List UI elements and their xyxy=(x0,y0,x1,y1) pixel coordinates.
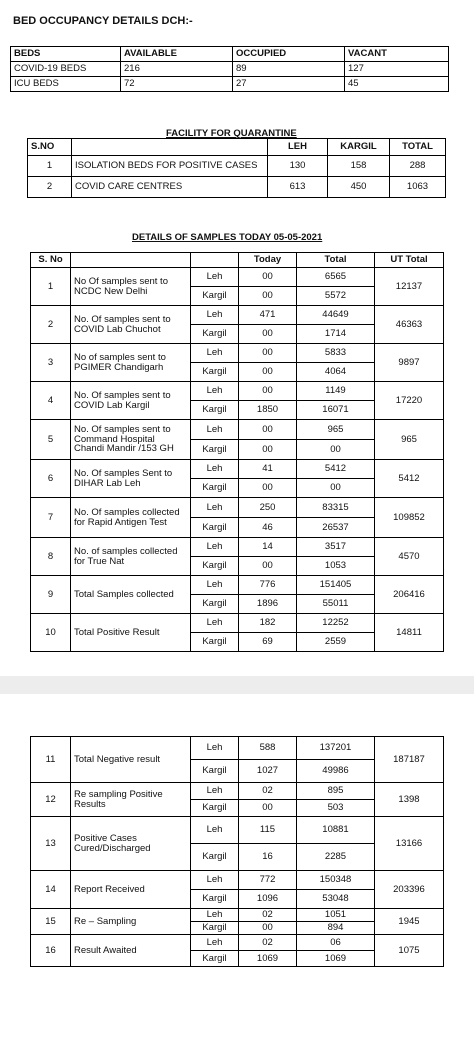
header-blank xyxy=(191,253,239,268)
kargil-today: 00 xyxy=(239,287,297,306)
district-kargil: Kargil xyxy=(191,800,239,817)
header-ut-total: UT Total xyxy=(375,253,444,268)
kargil-total: 26537 xyxy=(297,518,375,538)
leh-total: 965 xyxy=(297,420,375,440)
row-description: No. Of samples sent to COVID Lab Kargil xyxy=(71,382,191,420)
ut-total: 109852 xyxy=(375,498,444,538)
district-leh: Leh xyxy=(191,306,239,325)
leh-today: 02 xyxy=(239,935,297,951)
header-total: Total xyxy=(297,253,375,268)
kargil-today: 1850 xyxy=(239,401,297,420)
district-kargil: Kargil xyxy=(191,890,239,909)
kargil-total: 1714 xyxy=(297,325,375,344)
kargil-today: 00 xyxy=(239,557,297,576)
kargil-total: 2285 xyxy=(297,844,375,871)
district-leh: Leh xyxy=(191,460,239,479)
kargil-today: 1896 xyxy=(239,595,297,614)
leh-total: 137201 xyxy=(297,737,375,760)
district-leh: Leh xyxy=(191,382,239,401)
kargil-today: 00 xyxy=(239,325,297,344)
cell: 2 xyxy=(28,177,72,198)
ut-total: 1075 xyxy=(375,935,444,967)
district-leh: Leh xyxy=(191,783,239,800)
cell: 1063 xyxy=(390,177,446,198)
district-leh: Leh xyxy=(191,935,239,951)
ut-total: 1945 xyxy=(375,909,444,935)
district-leh: Leh xyxy=(191,498,239,518)
district-kargil: Kargil xyxy=(191,951,239,967)
district-leh: Leh xyxy=(191,344,239,363)
row-number: 7 xyxy=(31,498,71,538)
district-leh: Leh xyxy=(191,817,239,844)
row-description: No. Of samples Sent to DIHAR Lab Leh xyxy=(71,460,191,498)
table-row xyxy=(28,177,446,198)
leh-today: 772 xyxy=(239,871,297,890)
kargil-total: 16071 xyxy=(297,401,375,420)
row-description: Total Negative result xyxy=(71,737,191,783)
ut-total: 965 xyxy=(375,420,444,460)
leh-today: 00 xyxy=(239,420,297,440)
district-leh: Leh xyxy=(191,576,239,595)
cell: 288 xyxy=(390,156,446,177)
ut-total: 203396 xyxy=(375,871,444,909)
district-leh: Leh xyxy=(191,538,239,557)
leh-total: 44649 xyxy=(297,306,375,325)
kargil-today: 00 xyxy=(239,363,297,382)
kargil-today: 00 xyxy=(239,800,297,817)
row-number: 5 xyxy=(31,420,71,460)
kargil-today: 00 xyxy=(239,479,297,498)
row-number: 11 xyxy=(31,737,71,783)
table-row xyxy=(31,344,444,363)
district-kargil: Kargil xyxy=(191,479,239,498)
ut-total: 1398 xyxy=(375,783,444,817)
ut-total: 14811 xyxy=(375,614,444,652)
cell: 27 xyxy=(233,77,345,92)
quarantine-title: FACILITY FOR QUARANTINE xyxy=(166,128,297,139)
table-row xyxy=(31,498,444,518)
cell: 72 xyxy=(121,77,233,92)
cell: 216 xyxy=(121,62,233,77)
kargil-total: 00 xyxy=(297,479,375,498)
leh-total: 5833 xyxy=(297,344,375,363)
kargil-today: 16 xyxy=(239,844,297,871)
leh-today: 588 xyxy=(239,737,297,760)
table-row xyxy=(11,62,449,77)
row-description: No. Of samples sent to COVID Lab Chuchot xyxy=(71,306,191,344)
row-description: Report Received xyxy=(71,871,191,909)
leh-today: 02 xyxy=(239,783,297,800)
ut-total: 17220 xyxy=(375,382,444,420)
district-leh: Leh xyxy=(191,268,239,287)
row-number: 1 xyxy=(31,268,71,306)
table-row xyxy=(28,156,446,177)
district-leh: Leh xyxy=(191,420,239,440)
table-row xyxy=(31,538,444,557)
kargil-today: 1069 xyxy=(239,951,297,967)
table-row xyxy=(31,783,444,800)
kargil-total: 00 xyxy=(297,440,375,460)
district-kargil: Kargil xyxy=(191,633,239,652)
ut-total: 5412 xyxy=(375,460,444,498)
leh-total: 83315 xyxy=(297,498,375,518)
leh-total: 150348 xyxy=(297,871,375,890)
samples-title: DETAILS OF SAMPLES TODAY 05-05-2021 xyxy=(132,232,323,243)
leh-today: 00 xyxy=(239,268,297,287)
header-sno: S.NO xyxy=(28,139,72,156)
cell: 45 xyxy=(345,77,449,92)
header-kargil: KARGIL xyxy=(328,139,390,156)
district-kargil: Kargil xyxy=(191,518,239,538)
kargil-total: 53048 xyxy=(297,890,375,909)
kargil-total: 49986 xyxy=(297,760,375,783)
row-number: 2 xyxy=(31,306,71,344)
ut-total: 4570 xyxy=(375,538,444,576)
leh-today: 250 xyxy=(239,498,297,518)
cell: ICU BEDS xyxy=(11,77,121,92)
leh-total: 12252 xyxy=(297,614,375,633)
table-row xyxy=(31,909,444,922)
header-available: AVAILABLE xyxy=(121,47,233,62)
leh-total: 1051 xyxy=(297,909,375,922)
kargil-total: 1069 xyxy=(297,951,375,967)
header-occupied: OCCUPIED xyxy=(233,47,345,62)
row-number: 13 xyxy=(31,817,71,871)
leh-today: 14 xyxy=(239,538,297,557)
district-kargil: Kargil xyxy=(191,363,239,382)
kargil-today: 1096 xyxy=(239,890,297,909)
row-description: Total Samples collected xyxy=(71,576,191,614)
kargil-today: 1027 xyxy=(239,760,297,783)
cell: COVID-19 BEDS xyxy=(11,62,121,77)
district-kargil: Kargil xyxy=(191,325,239,344)
cell: 89 xyxy=(233,62,345,77)
samples-table xyxy=(30,252,444,652)
cell: 613 xyxy=(268,177,328,198)
leh-total: 151405 xyxy=(297,576,375,595)
row-description: Total Positive Result xyxy=(71,614,191,652)
row-description: No. Of samples sent to Command Hospital Chandi Mandir /153 GH xyxy=(71,420,191,460)
table-row xyxy=(31,737,444,760)
row-description: No. of samples collected for True Nat xyxy=(71,538,191,576)
cell: COVID CARE CENTRES xyxy=(72,177,268,198)
leh-today: 00 xyxy=(239,344,297,363)
ut-total: 46363 xyxy=(375,306,444,344)
table-row xyxy=(31,817,444,844)
table-row xyxy=(31,614,444,633)
kargil-total: 2559 xyxy=(297,633,375,652)
leh-total: 5412 xyxy=(297,460,375,479)
leh-today: 00 xyxy=(239,382,297,401)
leh-total: 895 xyxy=(297,783,375,800)
header-vacant: VACANT xyxy=(345,47,449,62)
ut-total: 12137 xyxy=(375,268,444,306)
header-sno: S. No xyxy=(31,253,71,268)
cell: ISOLATION BEDS FOR POSITIVE CASES xyxy=(72,156,268,177)
row-number: 14 xyxy=(31,871,71,909)
row-number: 6 xyxy=(31,460,71,498)
district-leh: Leh xyxy=(191,871,239,890)
table-row xyxy=(31,935,444,951)
row-description: Result Awaited xyxy=(71,935,191,967)
district-kargil: Kargil xyxy=(191,922,239,935)
leh-today: 02 xyxy=(239,909,297,922)
row-description: No of samples sent to PGIMER Chandigarh xyxy=(71,344,191,382)
header-blank xyxy=(71,253,191,268)
district-leh: Leh xyxy=(191,737,239,760)
bed-occupancy-table xyxy=(10,46,449,92)
row-description: Re – Sampling xyxy=(71,909,191,935)
district-kargil: Kargil xyxy=(191,844,239,871)
kargil-today: 00 xyxy=(239,922,297,935)
cell: 130 xyxy=(268,156,328,177)
table-row xyxy=(31,382,444,401)
row-description: Re sampling Positive Results xyxy=(71,783,191,817)
leh-total: 3517 xyxy=(297,538,375,557)
leh-today: 115 xyxy=(239,817,297,844)
kargil-today: 00 xyxy=(239,440,297,460)
kargil-total: 894 xyxy=(297,922,375,935)
header-leh: LEH xyxy=(268,139,328,156)
leh-total: 1149 xyxy=(297,382,375,401)
kargil-total: 503 xyxy=(297,800,375,817)
leh-today: 776 xyxy=(239,576,297,595)
table-row xyxy=(31,306,444,325)
row-number: 10 xyxy=(31,614,71,652)
quarantine-table xyxy=(27,138,446,198)
kargil-today: 69 xyxy=(239,633,297,652)
district-kargil: Kargil xyxy=(191,401,239,420)
ut-total: 206416 xyxy=(375,576,444,614)
cell: 158 xyxy=(328,156,390,177)
kargil-total: 1053 xyxy=(297,557,375,576)
header-beds: BEDS xyxy=(11,47,121,62)
document-page-2 xyxy=(0,694,474,1047)
district-kargil: Kargil xyxy=(191,557,239,576)
cell: 450 xyxy=(328,177,390,198)
district-leh: Leh xyxy=(191,614,239,633)
kargil-total: 55011 xyxy=(297,595,375,614)
row-number: 9 xyxy=(31,576,71,614)
page-separator xyxy=(0,676,474,694)
table-row xyxy=(31,576,444,595)
district-leh: Leh xyxy=(191,909,239,922)
row-number: 4 xyxy=(31,382,71,420)
leh-total: 06 xyxy=(297,935,375,951)
row-number: 12 xyxy=(31,783,71,817)
cell: 127 xyxy=(345,62,449,77)
row-number: 3 xyxy=(31,344,71,382)
leh-today: 182 xyxy=(239,614,297,633)
row-description: Positive Cases Cured/Discharged xyxy=(71,817,191,871)
district-kargil: Kargil xyxy=(191,595,239,614)
header-total: TOTAL xyxy=(390,139,446,156)
row-description: No Of samples sent to NCDC New Delhi xyxy=(71,268,191,306)
row-number: 16 xyxy=(31,935,71,967)
table-row xyxy=(31,268,444,287)
bed-occupancy-title: BED OCCUPANCY DETAILS DCH:- xyxy=(13,15,193,27)
ut-total: 187187 xyxy=(375,737,444,783)
header-blank xyxy=(72,139,268,156)
table-row xyxy=(31,460,444,479)
leh-total: 6565 xyxy=(297,268,375,287)
cell: 1 xyxy=(28,156,72,177)
district-kargil: Kargil xyxy=(191,440,239,460)
leh-today: 471 xyxy=(239,306,297,325)
district-kargil: Kargil xyxy=(191,287,239,306)
leh-total: 10881 xyxy=(297,817,375,844)
header-today: Today xyxy=(239,253,297,268)
table-row xyxy=(31,871,444,890)
row-number: 8 xyxy=(31,538,71,576)
district-kargil: Kargil xyxy=(191,760,239,783)
row-number: 15 xyxy=(31,909,71,935)
kargil-total: 4064 xyxy=(297,363,375,382)
ut-total: 9897 xyxy=(375,344,444,382)
kargil-today: 46 xyxy=(239,518,297,538)
table-row xyxy=(11,77,449,92)
leh-today: 41 xyxy=(239,460,297,479)
table-row xyxy=(31,420,444,440)
row-description: No. Of samples collected for Rapid Antigen Test xyxy=(71,498,191,538)
ut-total: 13166 xyxy=(375,817,444,871)
kargil-total: 5572 xyxy=(297,287,375,306)
samples-table-continued xyxy=(30,736,444,967)
